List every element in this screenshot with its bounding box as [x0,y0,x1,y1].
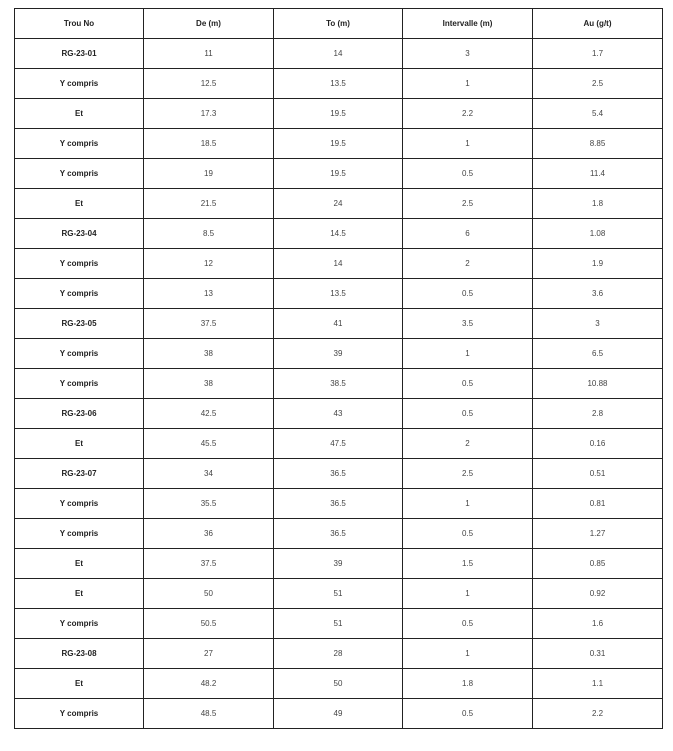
table-row [15,189,663,219]
cell-hole-number: Et [15,99,144,129]
cell-from: 37.5 [144,549,274,579]
table-body [15,39,663,729]
cell-hole-number: Et [15,429,144,459]
cell-to: 36.5 [274,459,403,489]
cell-to: 43 [274,399,403,429]
cell-interval: 3 [403,39,533,69]
cell-from: 42.5 [144,399,274,429]
cell-gold-grade: 11.4 [533,159,663,189]
table-row [15,249,663,279]
table-row [15,129,663,159]
cell-hole-number: Et [15,579,144,609]
cell-gold-grade: 0.51 [533,459,663,489]
cell-gold-grade: 2.5 [533,69,663,99]
table-row [15,639,663,669]
cell-to: 41 [274,309,403,339]
cell-from: 13 [144,279,274,309]
table-row [15,99,663,129]
cell-gold-grade: 0.31 [533,639,663,669]
cell-to: 38.5 [274,369,403,399]
cell-interval: 2 [403,249,533,279]
cell-hole-number: RG-23-07 [15,459,144,489]
cell-hole-number: RG-23-01 [15,39,144,69]
cell-gold-grade: 1.08 [533,219,663,249]
cell-to: 14 [274,249,403,279]
header-hole-number: Trou No [15,9,144,39]
cell-hole-number: Et [15,669,144,699]
cell-interval: 2 [403,429,533,459]
cell-to: 19.5 [274,129,403,159]
cell-hole-number: Y compris [15,69,144,99]
table-row [15,339,663,369]
cell-interval: 3.5 [403,309,533,339]
drill-results-table-container [14,8,663,729]
cell-interval: 1 [403,129,533,159]
cell-gold-grade: 3.6 [533,279,663,309]
cell-interval: 0.5 [403,519,533,549]
header-to: To (m) [274,9,403,39]
cell-to: 19.5 [274,159,403,189]
cell-gold-grade: 5.4 [533,99,663,129]
table-row [15,219,663,249]
cell-to: 36.5 [274,489,403,519]
cell-gold-grade: 6.5 [533,339,663,369]
cell-gold-grade: 0.92 [533,579,663,609]
cell-interval: 0.5 [403,159,533,189]
cell-to: 14 [274,39,403,69]
cell-interval: 0.5 [403,609,533,639]
cell-interval: 2.5 [403,189,533,219]
cell-to: 49 [274,699,403,729]
table-row [15,309,663,339]
table-row [15,39,663,69]
cell-to: 28 [274,639,403,669]
cell-to: 13.5 [274,279,403,309]
cell-from: 11 [144,39,274,69]
table-row [15,579,663,609]
cell-from: 48.2 [144,669,274,699]
cell-from: 45.5 [144,429,274,459]
cell-gold-grade: 0.85 [533,549,663,579]
cell-from: 12 [144,249,274,279]
table-row [15,159,663,189]
cell-hole-number: Y compris [15,609,144,639]
cell-hole-number: Y compris [15,129,144,159]
cell-hole-number: Y compris [15,159,144,189]
cell-to: 39 [274,549,403,579]
table-row [15,519,663,549]
cell-gold-grade: 2.2 [533,699,663,729]
cell-to: 14.5 [274,219,403,249]
cell-hole-number: Y compris [15,519,144,549]
cell-hole-number: RG-23-04 [15,219,144,249]
table-row [15,369,663,399]
cell-hole-number: Y compris [15,369,144,399]
cell-interval: 6 [403,219,533,249]
cell-gold-grade: 1.7 [533,39,663,69]
cell-gold-grade: 1.1 [533,669,663,699]
cell-hole-number: RG-23-08 [15,639,144,669]
cell-from: 50 [144,579,274,609]
drill-results-table [14,8,663,729]
cell-hole-number: Y compris [15,489,144,519]
cell-hole-number: Et [15,549,144,579]
cell-interval: 1 [403,579,533,609]
cell-to: 36.5 [274,519,403,549]
cell-gold-grade: 1.8 [533,189,663,219]
table-row [15,429,663,459]
table-row [15,489,663,519]
cell-from: 8.5 [144,219,274,249]
table-row [15,609,663,639]
cell-gold-grade: 3 [533,309,663,339]
cell-from: 34 [144,459,274,489]
cell-hole-number: Y compris [15,279,144,309]
cell-interval: 0.5 [403,699,533,729]
cell-interval: 1 [403,639,533,669]
cell-to: 39 [274,339,403,369]
cell-interval: 2.5 [403,459,533,489]
cell-hole-number: Y compris [15,249,144,279]
cell-interval: 0.5 [403,279,533,309]
cell-to: 24 [274,189,403,219]
header-from: De (m) [144,9,274,39]
cell-hole-number: Y compris [15,699,144,729]
cell-from: 48.5 [144,699,274,729]
cell-hole-number: Y compris [15,339,144,369]
table-row [15,279,663,309]
table-row [15,69,663,99]
cell-to: 51 [274,579,403,609]
cell-to: 50 [274,669,403,699]
cell-interval: 0.5 [403,369,533,399]
table-row [15,669,663,699]
cell-to: 51 [274,609,403,639]
cell-gold-grade: 1.6 [533,609,663,639]
cell-hole-number: Et [15,189,144,219]
header-gold-grade: Au (g/t) [533,9,663,39]
cell-gold-grade: 2.8 [533,399,663,429]
cell-interval: 1.5 [403,549,533,579]
table-row [15,549,663,579]
table-row [15,699,663,729]
cell-from: 36 [144,519,274,549]
cell-interval: 2.2 [403,99,533,129]
table-row [15,399,663,429]
cell-from: 12.5 [144,69,274,99]
table-header-row [15,9,663,39]
cell-gold-grade: 10.88 [533,369,663,399]
cell-from: 19 [144,159,274,189]
header-interval: Intervalle (m) [403,9,533,39]
cell-hole-number: RG-23-05 [15,309,144,339]
cell-hole-number: RG-23-06 [15,399,144,429]
cell-from: 38 [144,369,274,399]
cell-to: 47.5 [274,429,403,459]
cell-gold-grade: 0.16 [533,429,663,459]
cell-gold-grade: 1.9 [533,249,663,279]
cell-from: 17.3 [144,99,274,129]
cell-interval: 1 [403,339,533,369]
cell-from: 37.5 [144,309,274,339]
cell-from: 27 [144,639,274,669]
cell-to: 19.5 [274,99,403,129]
table-row [15,459,663,489]
cell-gold-grade: 1.27 [533,519,663,549]
cell-interval: 1 [403,69,533,99]
cell-interval: 1 [403,489,533,519]
cell-from: 18.5 [144,129,274,159]
cell-interval: 0.5 [403,399,533,429]
cell-interval: 1.8 [403,669,533,699]
cell-to: 13.5 [274,69,403,99]
cell-from: 35.5 [144,489,274,519]
cell-gold-grade: 8.85 [533,129,663,159]
cell-gold-grade: 0.81 [533,489,663,519]
cell-from: 38 [144,339,274,369]
cell-from: 21.5 [144,189,274,219]
cell-from: 50.5 [144,609,274,639]
